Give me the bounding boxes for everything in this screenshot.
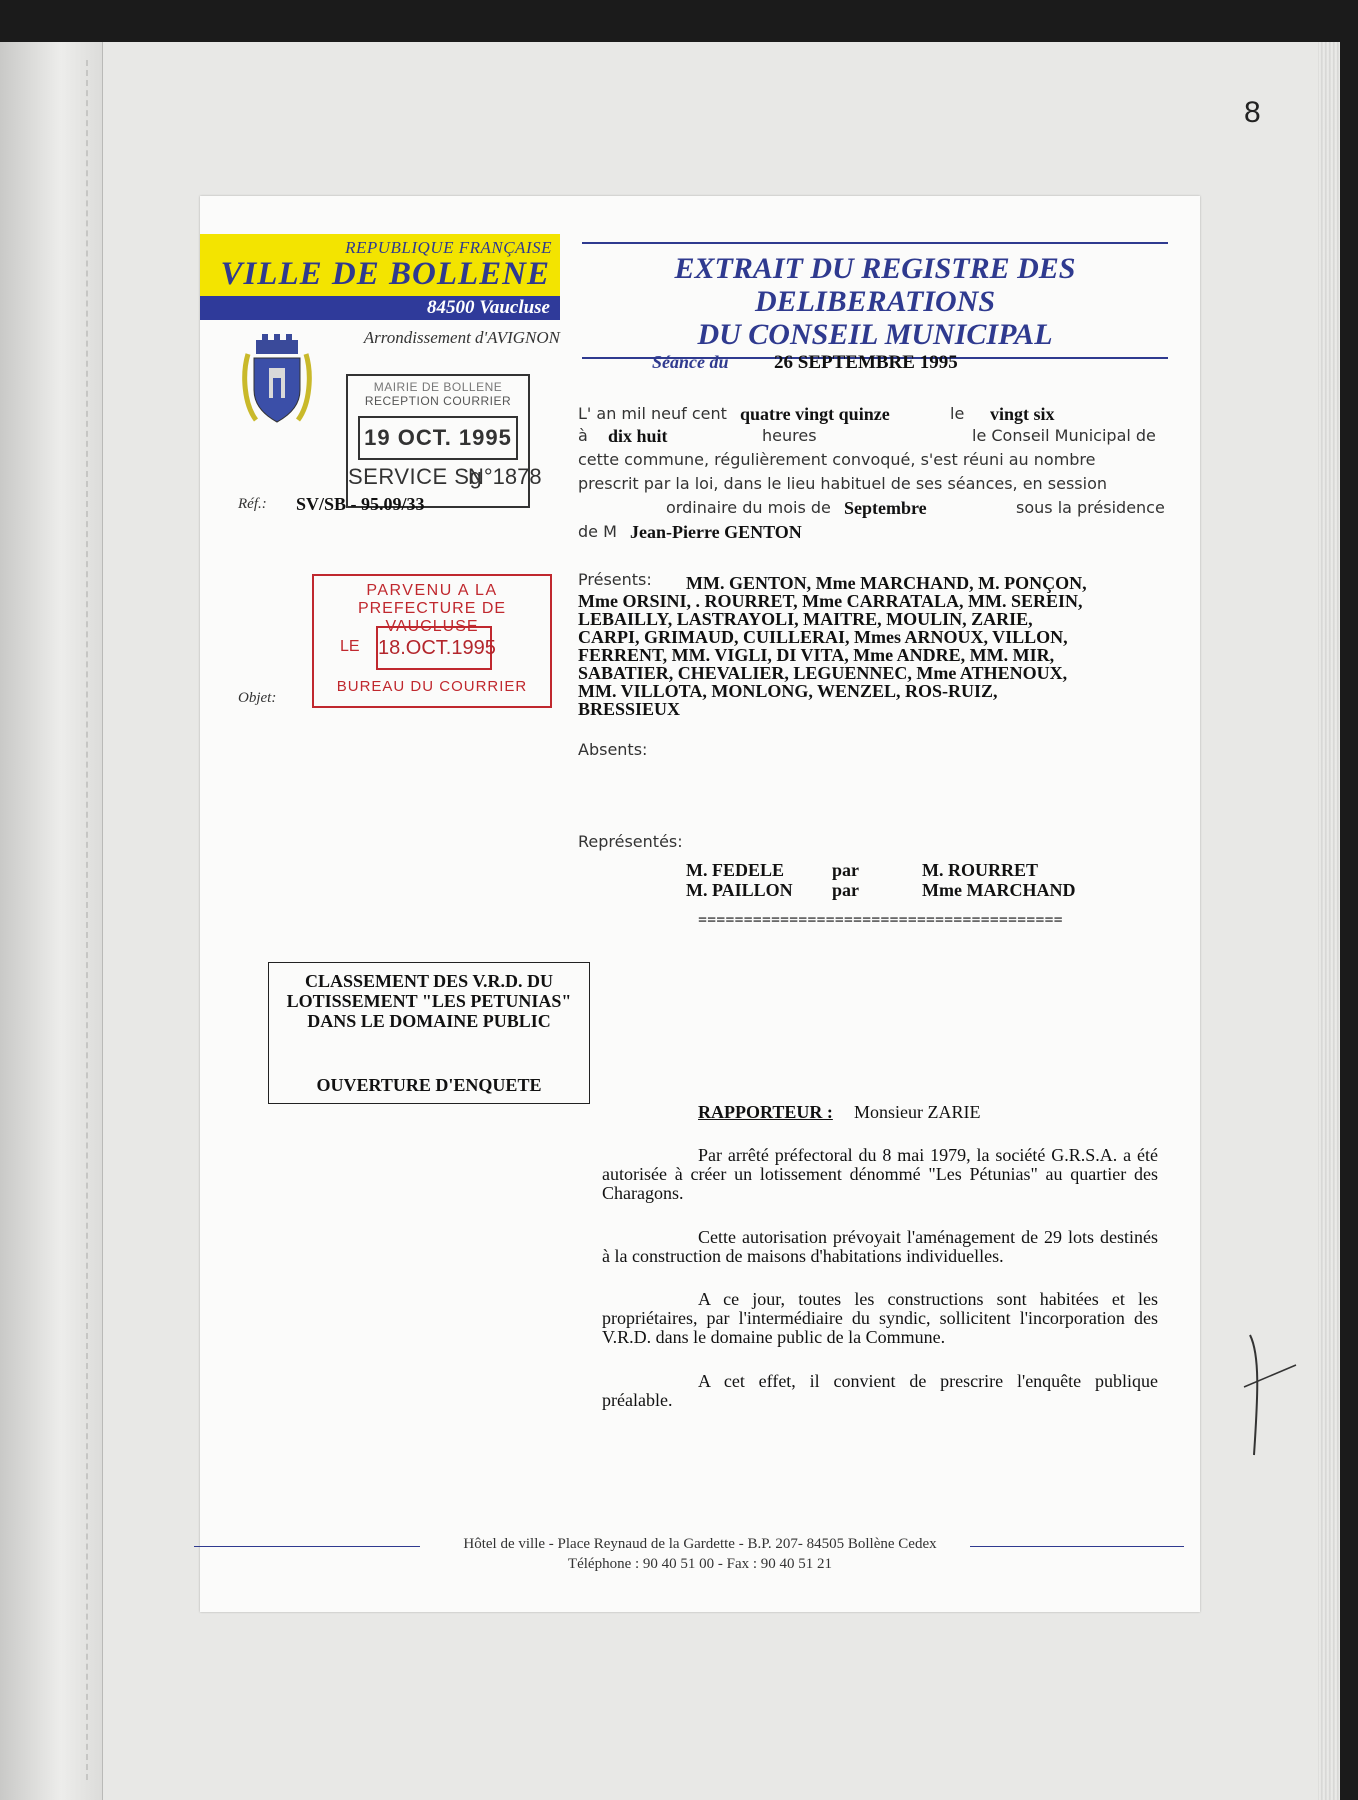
objet-subtitle: OUVERTURE D'ENQUETE [316, 1075, 542, 1095]
intro-text-2: le [950, 404, 965, 423]
intro-text-6: cette commune, régulièrement convoqué, s'est réuni au nombre [578, 450, 1096, 469]
footer-address [200, 1536, 1200, 1553]
title-line-1: EXTRAIT DU REGISTRE DES DELIBERATIONS [674, 252, 1076, 318]
representes-label: Représentés: [578, 832, 683, 851]
stamp-prefecture-date: 18.OCT.1995 [376, 626, 492, 670]
objet-title: CLASSEMENT DES V.R.D. DU LOTISSEMENT "LES PETUNIAS" DANS LE DOMAINE PUBLIC [286, 971, 572, 1031]
intro-month: Septembre [844, 498, 927, 518]
stamp-mairie-date: 19 OCT. 1995 [358, 416, 518, 460]
stamp-mairie-line2: RECEPTION COURRIER [364, 394, 512, 408]
department-label: 84500 Vaucluse [427, 297, 550, 318]
intro-text-3: à [578, 426, 588, 445]
absents-label: Absents: [578, 740, 648, 759]
title-block [582, 242, 1168, 359]
city-name: VILLE DE BOLLENE [220, 256, 550, 292]
binder-stitching [86, 60, 88, 1780]
intro-text-8: ordinaire du mois de [666, 498, 831, 517]
intro-text-5: le Conseil Municipal de [972, 426, 1156, 445]
rapporteur-name: Monsieur ZARIE [854, 1102, 981, 1122]
pencil-mark-icon [1240, 1325, 1300, 1465]
seance-label: Séance du [652, 352, 729, 372]
stamp-mairie-number: N°1878 [468, 464, 542, 489]
stamp-prefecture-line1: PARVENU A LA [366, 582, 498, 599]
represente-1-who: M. FEDELE [686, 860, 785, 880]
objet-label: Objet: [238, 690, 277, 706]
intro-hour: dix huit [608, 426, 668, 446]
page-edges [1318, 42, 1340, 1800]
represente-1-par: par [832, 860, 859, 880]
represente-1-by: M. ROURRET [922, 860, 1038, 880]
represente-2-par: par [832, 880, 859, 900]
paragraph-1: Par arrêté préfectoral du 8 mai 1979, la société G.R.S.A. a été autorisée à créer un lotissement dénommé "Les Pétunias" au quartier des Charagons. [602, 1145, 1158, 1203]
department-banner [200, 296, 560, 320]
intro-text-1: L' an mil neuf cent [578, 404, 727, 423]
stamp-mairie-service: SERVICE Sg [348, 464, 483, 489]
ref-value: SV/SB - 95.09/33 [296, 494, 425, 514]
reception-stamp [346, 374, 542, 508]
stamp-prefecture-line2: PREFECTURE DE VAUCLUSE [357, 600, 507, 635]
paragraph-4: A cet effet, il convient de prescrire l'enquête publique préalable. [602, 1371, 1158, 1410]
letterhead-banner [200, 234, 560, 296]
separator-line: ======================================== [698, 912, 1063, 929]
presents-names: MM. GENTON, Mme MARCHAND, M. PONÇON, Mme ORSINI, . ROURRET, Mme CARRATALA, MM. SEREIN, LEBAILLY, LASTRAYOLI, MAITRE, MOULIN, ZARIE, CARPI, GRIMAUD, CUILLERAI, Mmes ARNOUX, VILLON, FERRENT, MM. VIGLI, DI VITA, Mme ANDRE, MM. MIR, SABATIER, CHEVALIER, LEGUENNEC, Mme ATHENOUX, MM. VILLOTA, MONLONG, WENZEL, ROS-RUIZ, BRESSIEUX [578, 573, 1087, 719]
rapporteur-label: RAPPORTEUR : [698, 1102, 833, 1122]
document-sheet [200, 196, 1200, 1612]
intro-text-4: heures [762, 426, 817, 445]
presents-label: Présents: [578, 570, 652, 589]
objet-box [268, 962, 590, 1104]
intro-text-7: prescrit par la loi, dans le lieu habituel de ses séances, en session [578, 474, 1108, 493]
seance-date: 26 SEPTEMBRE 1995 [774, 352, 958, 373]
page-number: 8 [1244, 96, 1261, 129]
arrondissement-label: Arrondissement d'AVIGNON [363, 328, 560, 347]
document-title [582, 244, 1168, 357]
city-crest-icon [242, 334, 312, 430]
intro-year: quatre vingt quinze [740, 404, 890, 424]
footer-phone: Téléphone : 90 40 51 00 - Fax : 90 40 51 21 [567, 1556, 833, 1572]
represente-2-who: M. PAILLON [686, 880, 793, 900]
republique-label: REPUBLIQUE FRANÇAISE [345, 238, 552, 257]
ref-label: Réf.: [238, 496, 267, 512]
intro-president: Jean-Pierre GENTON [630, 522, 802, 542]
represente-2-by: Mme MARCHAND [922, 880, 1076, 900]
prefecture-stamp [312, 574, 552, 708]
paragraph-3: A ce jour, toutes les constructions sont habitées et les propriétaires, par l'intermédiaire du syndic, sollicitent l'incorporation des V.R.D. dans le domaine public de la Commune. [602, 1289, 1158, 1347]
stamp-mairie-line1: MAIRIE DE BOLLENE [373, 380, 503, 394]
title-line-2: DU CONSEIL MUNICIPAL [697, 318, 1053, 351]
stamp-prefecture-le: LE [340, 638, 360, 655]
intro-day: vingt six [990, 404, 1055, 424]
footer-address-text: Hôtel de ville - Place Reynaud de la Gardette - B.P. 207- 84505 Bollène Cedex [457, 1536, 942, 1552]
intro-text-9: sous la présidence [1016, 498, 1165, 517]
intro-text-10: de M [578, 522, 617, 541]
paragraph-2: Cette autorisation prévoyait l'aménagement de 29 lots destinés à la construction de maisons d'habitations individuelles. [602, 1227, 1158, 1266]
stamp-prefecture-line3: BUREAU DU COURRIER [336, 678, 528, 695]
